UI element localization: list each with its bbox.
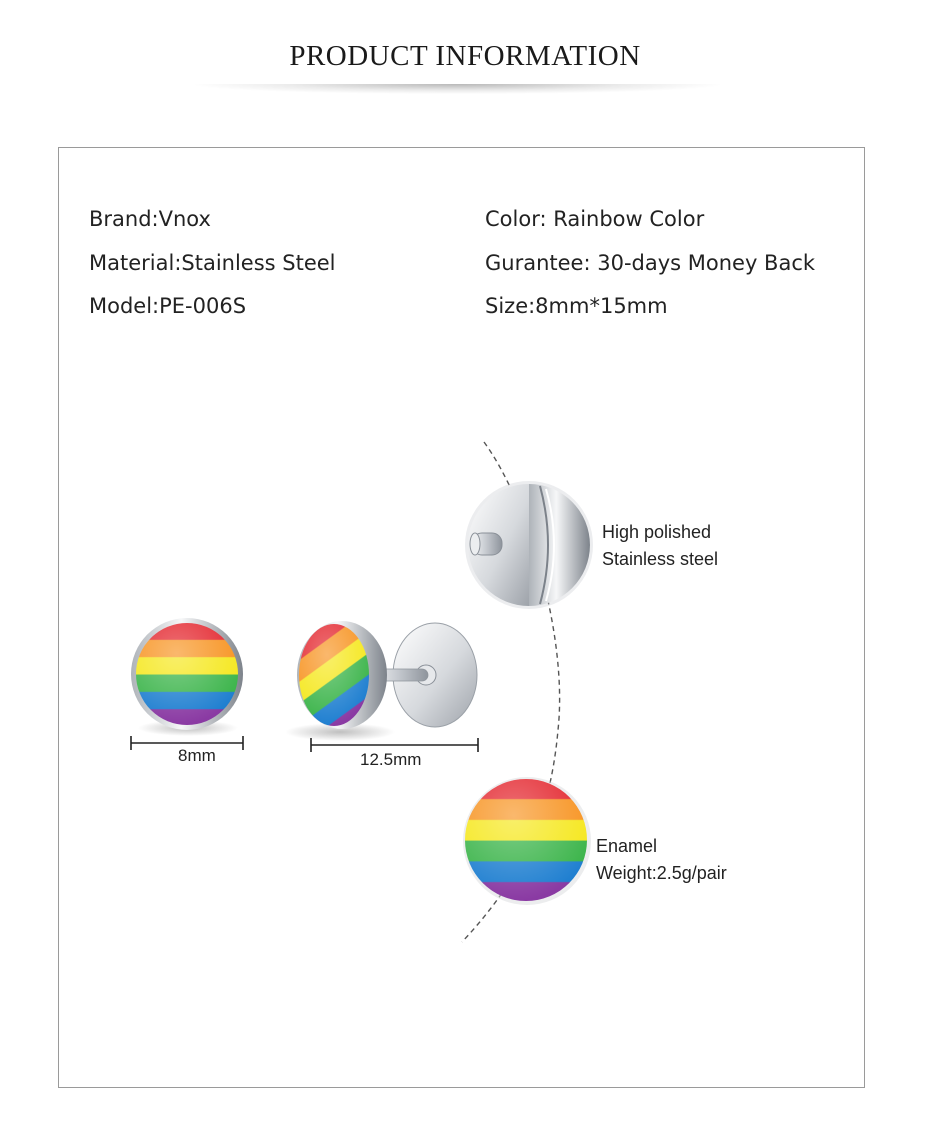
page-title: PRODUCT INFORMATION xyxy=(289,40,641,72)
callout-steel-line1: High polished xyxy=(602,522,712,542)
steel-back-closeup xyxy=(465,481,593,609)
dimension-label-diameter: 8mm xyxy=(178,746,216,765)
dimension-label-length: 12.5mm xyxy=(360,750,422,769)
spec-brand: Brand:Vnox xyxy=(89,207,211,231)
callout-enamel-line1: Enamel xyxy=(596,836,658,856)
callout-enamel-line2: Weight:2.5g/pair xyxy=(596,863,727,883)
spec-material: Material:Stainless Steel xyxy=(89,251,336,275)
spec-color: Color: Rainbow Color xyxy=(485,207,705,231)
spec-size: Size:8mm*15mm xyxy=(485,294,668,318)
earring-front-view xyxy=(131,618,243,736)
earring-side-view xyxy=(285,621,477,741)
callout-steel xyxy=(602,519,718,573)
callout-steel-line2: Stainless steel xyxy=(602,549,719,569)
callout-enamel xyxy=(596,833,727,887)
enamel-closeup xyxy=(463,777,591,905)
spec-guarantee: Gurantee: 30-days Money Back xyxy=(485,251,816,275)
spec-model: Model:PE-006S xyxy=(89,294,247,318)
